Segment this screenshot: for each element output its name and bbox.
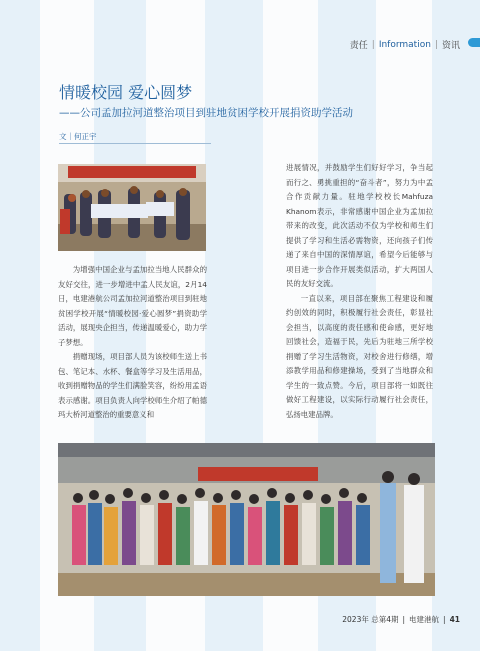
paragraph: 一直以来，项目部在聚焦工程建设和履约创效的同时，积极履行社会责任，彰显社会担当，以高度的责任感和使命感，更好地回馈社会，造福于民，先后为驻地三所学校捐赠了学习生活物资，对校舍进行修缮，增添教学用品和修建操场，受到了当地群众和学生的一致点赞。今后，项目部将一如既往做好工程建设，以实际行动履行社会责任，弘扬电建品牌。 bbox=[286, 293, 433, 419]
donation-photo-small bbox=[58, 164, 206, 251]
page-number: 41 bbox=[449, 615, 460, 624]
background-band bbox=[432, 0, 480, 651]
article-title: 情暖校园 爱心圆梦 bbox=[59, 83, 193, 102]
page-footer: 2023年 总第4期 | 电建港航 | 41 bbox=[342, 615, 460, 624]
section-label-cn2: 资讯 bbox=[441, 41, 460, 51]
group-photo-large bbox=[58, 443, 435, 596]
author-prefix: 文｜ bbox=[59, 132, 74, 141]
section-label-cn: 责任 bbox=[349, 41, 368, 51]
magazine-name: 电建港航 bbox=[409, 615, 440, 624]
author-divider bbox=[59, 143, 211, 144]
paragraph: 为增强中国企业与孟加拉当地人民群众的友好交往，进一步增进中孟人民友谊，2月14日，电建港航公司孟加拉河道整治项目到驻地贫困学校开展“情暖校园·爱心圆梦”捐资助学活动，展现央企担当，传递温暖爱心，助力学子梦想。 bbox=[58, 265, 207, 347]
paragraph: 进展情况，并鼓励学生们好好学习，争当起而行之、勇挑重担的“奋斗者”，努力为中孟合作贡献力量。驻地学校校长Mahfuza Khanom表示，非常感谢中国企业为孟加拉带来的改变，此次活动不仅为学校和师生们提供了学习和生活必需物资，还向孩子们传递了来自中国的深情厚谊，希望今后能够与项目进一步合作开展类似活动，扩大两国人民的友好交流。 bbox=[286, 163, 433, 288]
left-column bbox=[58, 263, 207, 423]
right-column bbox=[286, 161, 433, 422]
author-line bbox=[59, 131, 97, 142]
section-label-en: Information bbox=[378, 39, 431, 50]
author-name: 何正宇 bbox=[74, 132, 97, 141]
paragraph: 捐赠现场，项目部人员为该校师生送上书包、笔记本、水杯、餐盒等学习及生活用品，收到捐赠物品的学生们满脸笑容，纷纷用孟语表示感谢。项目负责人向学校师生介绍了帕德玛大桥河道整治的重要意义和 bbox=[58, 352, 207, 419]
background-band bbox=[0, 0, 40, 651]
section-header: 责任 | Information | 资讯 bbox=[349, 39, 460, 51]
donation-photo-illustration bbox=[58, 164, 206, 251]
issue-label: 2023年 总第4期 bbox=[342, 615, 399, 624]
article-subtitle: ——公司孟加拉河道整治项目到驻地贫困学校开展捐资助学活动 bbox=[59, 107, 353, 119]
group-photo-illustration bbox=[58, 443, 435, 596]
header-accent-bar bbox=[468, 38, 480, 47]
